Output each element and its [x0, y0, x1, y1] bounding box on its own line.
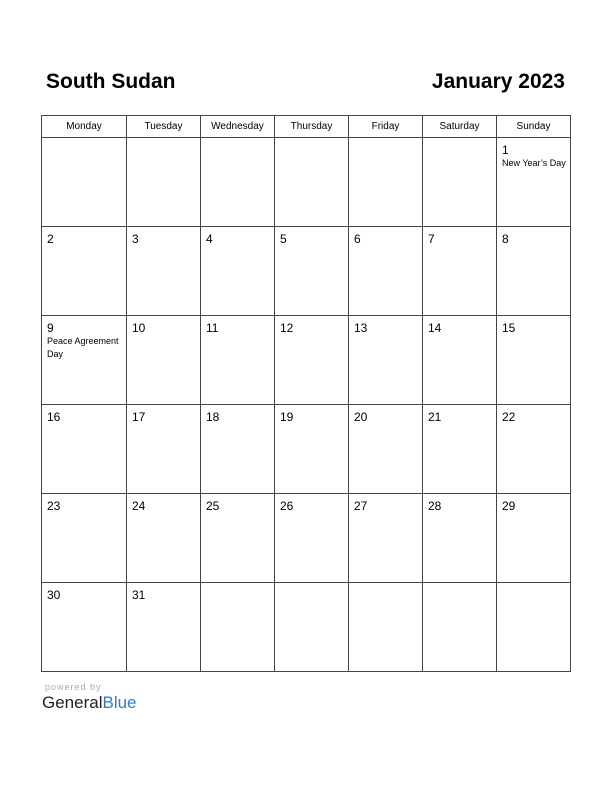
powered-by-label: powered by: [45, 682, 102, 692]
day-cell: [127, 583, 201, 672]
weekday-friday: Friday: [349, 116, 423, 138]
day-cell: [349, 583, 423, 672]
day-number: 20: [354, 410, 368, 424]
day-cell: [423, 583, 497, 672]
day-number: 8: [502, 232, 509, 246]
day-number: 6: [354, 232, 361, 246]
day-cell: [201, 405, 275, 494]
day-cell: [201, 583, 275, 672]
day-cell: [349, 227, 423, 316]
day-number: 19: [280, 410, 294, 424]
day-cell: [497, 494, 571, 583]
day-cell: [497, 316, 571, 405]
day-cell: [349, 405, 423, 494]
weekday-tuesday: Tuesday: [127, 116, 201, 138]
day-number: 12: [280, 321, 294, 335]
weekday-wednesday: Wednesday: [201, 116, 275, 138]
brand-logo: [42, 693, 137, 713]
week-row: [42, 316, 571, 405]
week-row: [42, 583, 571, 672]
week-row: [42, 405, 571, 494]
day-number: 31: [132, 588, 146, 602]
day-cell: [349, 494, 423, 583]
day-number: 30: [47, 588, 61, 602]
day-number: 23: [47, 499, 61, 513]
holiday-label: New Year’s Day: [502, 158, 566, 168]
day-cell: [423, 494, 497, 583]
day-cell: [42, 138, 127, 227]
country-title: South Sudan: [46, 70, 176, 93]
brand-general-text: General: [42, 693, 103, 712]
calendar-grid: [41, 115, 571, 672]
day-number: 1: [502, 143, 509, 157]
week-row: [42, 138, 571, 227]
brand-blue-text: Blue: [102, 693, 137, 712]
day-cell: [127, 227, 201, 316]
day-cell: [42, 583, 127, 672]
day-number: 10: [132, 321, 146, 335]
day-cell: [127, 494, 201, 583]
day-number: 2: [47, 232, 54, 246]
day-cell: [201, 227, 275, 316]
weekday-header-row: [42, 116, 571, 138]
day-cell: [42, 494, 127, 583]
day-number: 27: [354, 499, 368, 513]
weekday-monday: Monday: [42, 116, 127, 138]
day-number: 28: [428, 499, 442, 513]
month-year-title: January 2023: [431, 70, 565, 93]
week-row: [42, 227, 571, 316]
day-number: 11: [206, 321, 219, 335]
day-number: 13: [354, 321, 368, 335]
day-cell: [275, 138, 349, 227]
weekday-saturday: Saturday: [423, 116, 497, 138]
day-cell: [497, 405, 571, 494]
weekday-thursday: Thursday: [275, 116, 349, 138]
day-cell: [127, 138, 201, 227]
day-cell: [423, 405, 497, 494]
day-cell: [349, 316, 423, 405]
day-cell: [42, 405, 127, 494]
day-number: 5: [280, 232, 287, 246]
week-row: [42, 494, 571, 583]
day-cell: [275, 583, 349, 672]
weekday-sunday: Sunday: [497, 116, 571, 138]
day-cell: [275, 227, 349, 316]
day-cell: [42, 227, 127, 316]
day-cell: [275, 494, 349, 583]
day-cell: [201, 494, 275, 583]
day-number: 3: [132, 232, 139, 246]
day-cell: [201, 138, 275, 227]
day-number: 16: [47, 410, 61, 424]
day-number: 4: [206, 232, 213, 246]
day-number: 29: [502, 499, 516, 513]
day-cell: [42, 316, 127, 405]
day-cell: [201, 316, 275, 405]
day-cell: [497, 227, 571, 316]
day-cell: [423, 138, 497, 227]
day-number: 7: [428, 232, 435, 246]
day-cell: [127, 405, 201, 494]
day-number: 25: [206, 499, 220, 513]
day-cell: [497, 138, 571, 227]
day-number: 18: [206, 410, 220, 424]
day-cell: [275, 405, 349, 494]
day-cell: [423, 227, 497, 316]
day-number: 14: [428, 321, 442, 335]
day-number: 24: [132, 499, 146, 513]
day-number: 15: [502, 321, 516, 335]
day-cell: [349, 138, 423, 227]
day-cell: [127, 316, 201, 405]
day-number: 9: [47, 321, 54, 335]
day-number: 26: [280, 499, 294, 513]
day-number: 21: [428, 410, 442, 424]
day-cell: [275, 316, 349, 405]
holiday-label: Peace Agreement Day: [47, 336, 119, 359]
day-cell: [497, 583, 571, 672]
day-number: 17: [132, 410, 146, 424]
day-number: 22: [502, 410, 516, 424]
day-cell: [423, 316, 497, 405]
